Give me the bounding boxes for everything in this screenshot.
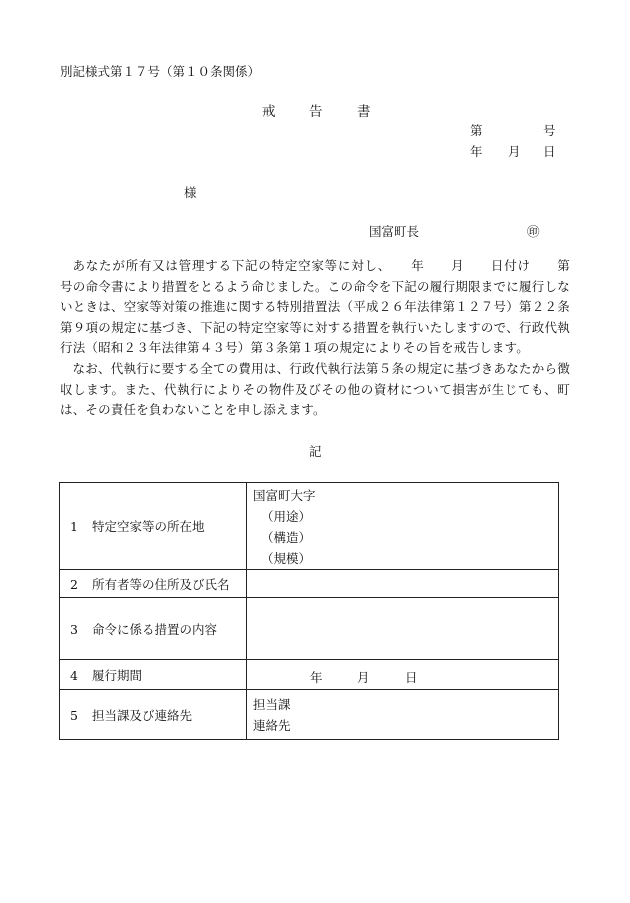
doc-no-suffix: 号 bbox=[543, 123, 556, 138]
form-number: 別記様式第１７号（第１０条関係） bbox=[60, 64, 261, 79]
address-text: 国富町大字 bbox=[253, 488, 316, 503]
deadline-year: 年 bbox=[310, 670, 323, 685]
deadline-day: 日 bbox=[405, 670, 418, 685]
table-row bbox=[60, 598, 559, 660]
location-cell bbox=[247, 483, 559, 570]
structure-label: （構造） bbox=[261, 530, 312, 545]
table-row bbox=[60, 690, 559, 740]
row-label: 5 担当課及び連絡先 bbox=[60, 690, 247, 740]
date-month: 月 bbox=[508, 144, 521, 159]
measures-cell bbox=[247, 598, 559, 660]
contact-cell bbox=[247, 690, 559, 740]
body-paragraph: あなたが所有又は管理する下記の特定空家等に対し、 年 月 日付け 第 号の命令書により措置をとるよう命じました。この命令を下記の履行期限までに履行しないときは、空家等対策の推進に関する特別措置法（平成２６年法律第１２７号）第２２条第９項の規定に基づき、下記の特定空家等に対する措置を執行いたしますので、行政代執行法（昭和２３年法律第４３号）第３条第１項の規定によりその旨を戒告します。 bbox=[60, 258, 596, 355]
row-label: 1 特定空家等の所在地 bbox=[60, 483, 247, 570]
table-row bbox=[60, 660, 559, 690]
seal-mark: ㊞ bbox=[527, 224, 540, 239]
deadline-cell bbox=[247, 660, 559, 690]
title-char: 告 bbox=[309, 104, 323, 120]
table-row bbox=[60, 483, 559, 570]
addressee: 様 bbox=[184, 185, 197, 200]
doc-no-prefix: 第 bbox=[470, 123, 483, 138]
contact-label: 連絡先 bbox=[253, 717, 291, 733]
issuer-name: 国富町長 bbox=[369, 224, 420, 239]
title-char: 戒 bbox=[262, 104, 276, 120]
owner-cell bbox=[247, 570, 559, 598]
section-label: 担当課 bbox=[253, 696, 291, 712]
table-row bbox=[60, 570, 559, 598]
date-day: 日 bbox=[543, 144, 556, 159]
detail-table bbox=[59, 482, 559, 740]
usage-label: （用途） bbox=[261, 509, 312, 524]
row-label: 2 所有者等の住所及び氏名 bbox=[60, 570, 247, 598]
row-label: 3 命令に係る措置の内容 bbox=[60, 598, 247, 660]
title-char: 書 bbox=[357, 104, 371, 120]
scale-label: （規模） bbox=[261, 551, 312, 566]
body-paragraph: なお、代執行に要する全ての費用は、行政代執行法第５条の規定に基づきあなたから徴収します。また、代執行によりその物件及びその他の資材について損害が生じても、町は、その責任を負わないことを申し添えます。 bbox=[60, 361, 570, 417]
date-year: 年 bbox=[470, 144, 483, 159]
ki-heading: 記 bbox=[309, 444, 322, 459]
deadline-month: 月 bbox=[357, 670, 370, 685]
row-label: 4 履行期間 bbox=[60, 660, 247, 690]
